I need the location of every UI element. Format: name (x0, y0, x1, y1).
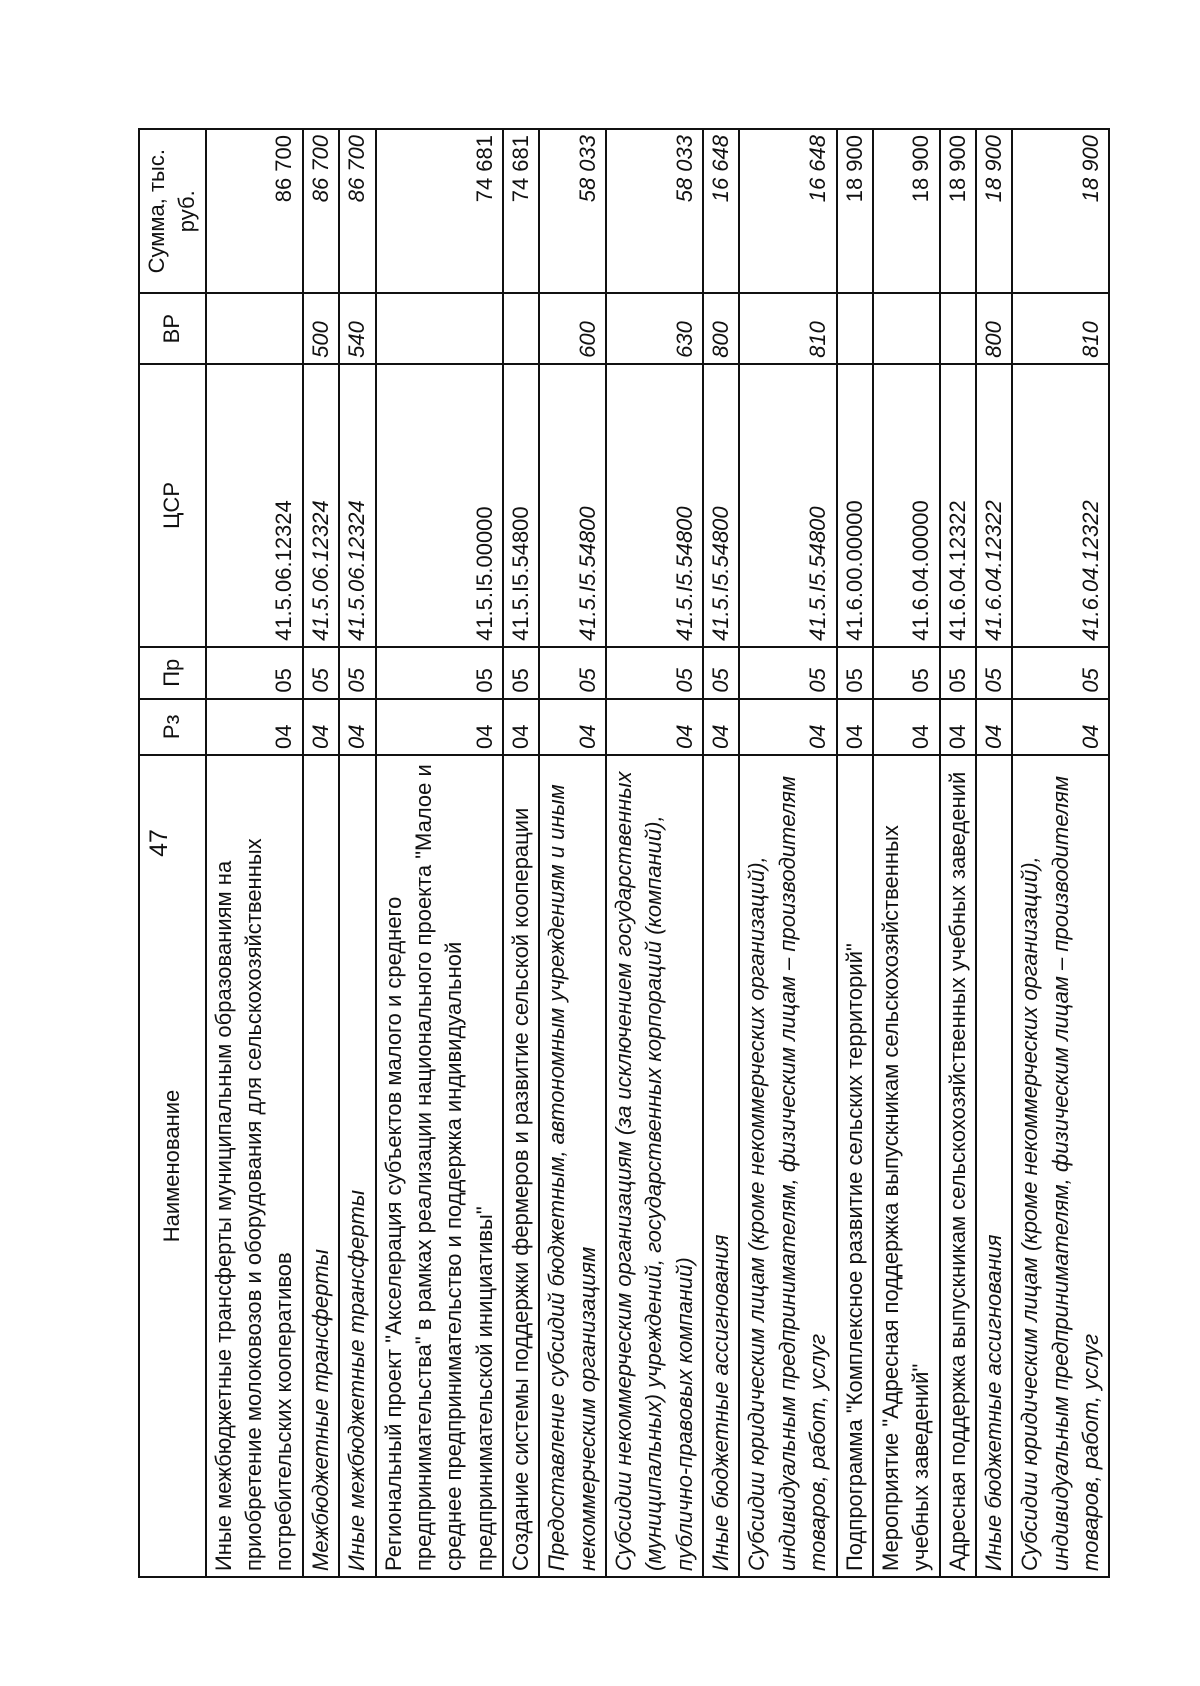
table-row (539, 129, 606, 1577)
header-pr: Пр (139, 647, 206, 699)
cell-name: Субсидии юридическим лицам (кроме некоммерческих организаций), индивидуальным предпринимателям, физическим лицам – производителям товаров, работ, услуг (739, 755, 836, 1577)
cell-rz: 04 (873, 699, 940, 755)
table-row (206, 129, 303, 1577)
cell-sum: 58 033 (539, 129, 606, 293)
cell-vr: 800 (703, 293, 739, 363)
cell-pr: 05 (539, 647, 606, 699)
table-row (837, 129, 873, 1577)
rotated-page-content (138, 128, 1104, 1578)
cell-rz: 04 (303, 699, 339, 755)
cell-name: Субсидии юридическим лицам (кроме некоммерческих организаций), индивидуальным предпринимателям, физическим лицам – производителям товаров, работ, услуг (1012, 755, 1109, 1577)
cell-rz: 04 (976, 699, 1012, 755)
cell-pr: 05 (503, 647, 539, 699)
table-row (739, 129, 836, 1577)
cell-pr: 05 (606, 647, 703, 699)
cell-csr: 41.5.06.12324 (339, 364, 375, 647)
header-csr: ЦСР (139, 364, 206, 647)
cell-name: Создание системы поддержки фермеров и развитие сельской кооперации (503, 755, 539, 1577)
cell-sum: 16 648 (739, 129, 836, 293)
cell-name: Предоставление субсидий бюджетным, автономным учреждениям и иным некоммерческим организациям (539, 755, 606, 1577)
cell-sum: 18 900 (1012, 129, 1109, 293)
cell-vr: 630 (606, 293, 703, 363)
cell-pr: 05 (739, 647, 836, 699)
table-row (976, 129, 1012, 1577)
cell-vr (376, 293, 503, 363)
header-name: Наименование (139, 755, 206, 1577)
table-row (606, 129, 703, 1577)
cell-sum: 74 681 (503, 129, 539, 293)
cell-vr (940, 293, 976, 363)
cell-csr: 41.5.I5.00000 (376, 364, 503, 647)
cell-csr: 41.6.04.00000 (873, 364, 940, 647)
cell-vr: 500 (303, 293, 339, 363)
cell-rz: 04 (703, 699, 739, 755)
cell-sum: 86 700 (303, 129, 339, 293)
cell-rz: 04 (606, 699, 703, 755)
cell-vr (206, 293, 303, 363)
header-rz: Рз (139, 699, 206, 755)
cell-vr (873, 293, 940, 363)
cell-rz: 04 (539, 699, 606, 755)
cell-csr: 41.6.04.12322 (976, 364, 1012, 647)
cell-name: Иные межбюджетные трансферты муниципальным образованиям на приобретение молоковозов и оборудования для сельскохозяйственных потребительских кооперативов (206, 755, 303, 1577)
cell-vr (837, 293, 873, 363)
cell-rz: 04 (1012, 699, 1109, 755)
table-row (703, 129, 739, 1577)
cell-rz: 04 (339, 699, 375, 755)
cell-name: Подпрограмма "Комплексное развитие сельских территорий" (837, 755, 873, 1577)
cell-csr: 41.5.06.12324 (303, 364, 339, 647)
header-sum: Сумма, тыс. руб. (139, 129, 206, 293)
table-row (376, 129, 503, 1577)
cell-sum: 16 648 (703, 129, 739, 293)
cell-vr: 810 (739, 293, 836, 363)
cell-rz: 04 (940, 699, 976, 755)
cell-csr: 41.5.I5.54800 (539, 364, 606, 647)
cell-pr: 05 (940, 647, 976, 699)
cell-csr: 41.5.I5.54800 (739, 364, 836, 647)
cell-csr: 41.6.00.00000 (837, 364, 873, 647)
cell-csr: 41.6.04.12322 (940, 364, 976, 647)
cell-sum: 74 681 (376, 129, 503, 293)
table-header-row (139, 129, 206, 1577)
cell-sum: 86 700 (339, 129, 375, 293)
cell-name: Субсидии некоммерческим организациям (за исключением государственных (муниципальных) учреждений, государственных корпораций (компаний), публично-правовых компаний) (606, 755, 703, 1577)
cell-sum: 18 900 (837, 129, 873, 293)
cell-csr: 41.5.I5.54800 (503, 364, 539, 647)
cell-pr: 05 (703, 647, 739, 699)
cell-name: Региональный проект "Акселерация субъектов малого и среднего предпринимательства" в рамках реализации национального проекта "Малое и среднее предпринимательство и поддержка индивидуальной предпринимательской инициативы" (376, 755, 503, 1577)
header-vr: ВР (139, 293, 206, 363)
cell-vr (503, 293, 539, 363)
cell-vr: 600 (539, 293, 606, 363)
cell-pr: 05 (303, 647, 339, 699)
cell-pr: 05 (376, 647, 503, 699)
cell-csr: 41.5.I5.54800 (606, 364, 703, 647)
cell-name: Межбюджетные трансферты (303, 755, 339, 1577)
cell-name: Иные межбюджетные трансферты (339, 755, 375, 1577)
budget-table (138, 128, 1110, 1578)
cell-pr: 05 (837, 647, 873, 699)
cell-sum: 58 033 (606, 129, 703, 293)
cell-rz: 04 (837, 699, 873, 755)
cell-rz: 04 (206, 699, 303, 755)
cell-vr: 540 (339, 293, 375, 363)
cell-vr: 810 (1012, 293, 1109, 363)
table-row (940, 129, 976, 1577)
table-row (339, 129, 375, 1577)
cell-rz: 04 (739, 699, 836, 755)
table-row (303, 129, 339, 1577)
cell-rz: 04 (376, 699, 503, 755)
cell-name: Адресная поддержка выпускникам сельскохозяйственных учебных заведений (940, 755, 976, 1577)
cell-csr: 41.5.I5.54800 (703, 364, 739, 647)
cell-pr: 05 (976, 647, 1012, 699)
cell-name: Иные бюджетные ассигнования (703, 755, 739, 1577)
cell-csr: 41.5.06.12324 (206, 364, 303, 647)
table-row (873, 129, 940, 1577)
cell-pr: 05 (873, 647, 940, 699)
table-row (503, 129, 539, 1577)
table-row (1012, 129, 1109, 1577)
cell-pr: 05 (206, 647, 303, 699)
cell-pr: 05 (339, 647, 375, 699)
cell-name: Мероприятие "Адресная поддержка выпускникам сельскохозяйственных учебных заведений" (873, 755, 940, 1577)
cell-sum: 18 900 (940, 129, 976, 293)
cell-pr: 05 (1012, 647, 1109, 699)
table-body (206, 129, 1110, 1577)
cell-csr: 41.6.04.12322 (1012, 364, 1109, 647)
cell-name: Иные бюджетные ассигнования (976, 755, 1012, 1577)
cell-sum: 18 900 (873, 129, 940, 293)
page-number: 47 (145, 829, 173, 857)
cell-rz: 04 (503, 699, 539, 755)
cell-sum: 86 700 (206, 129, 303, 293)
cell-sum: 18 900 (976, 129, 1012, 293)
cell-vr: 800 (976, 293, 1012, 363)
